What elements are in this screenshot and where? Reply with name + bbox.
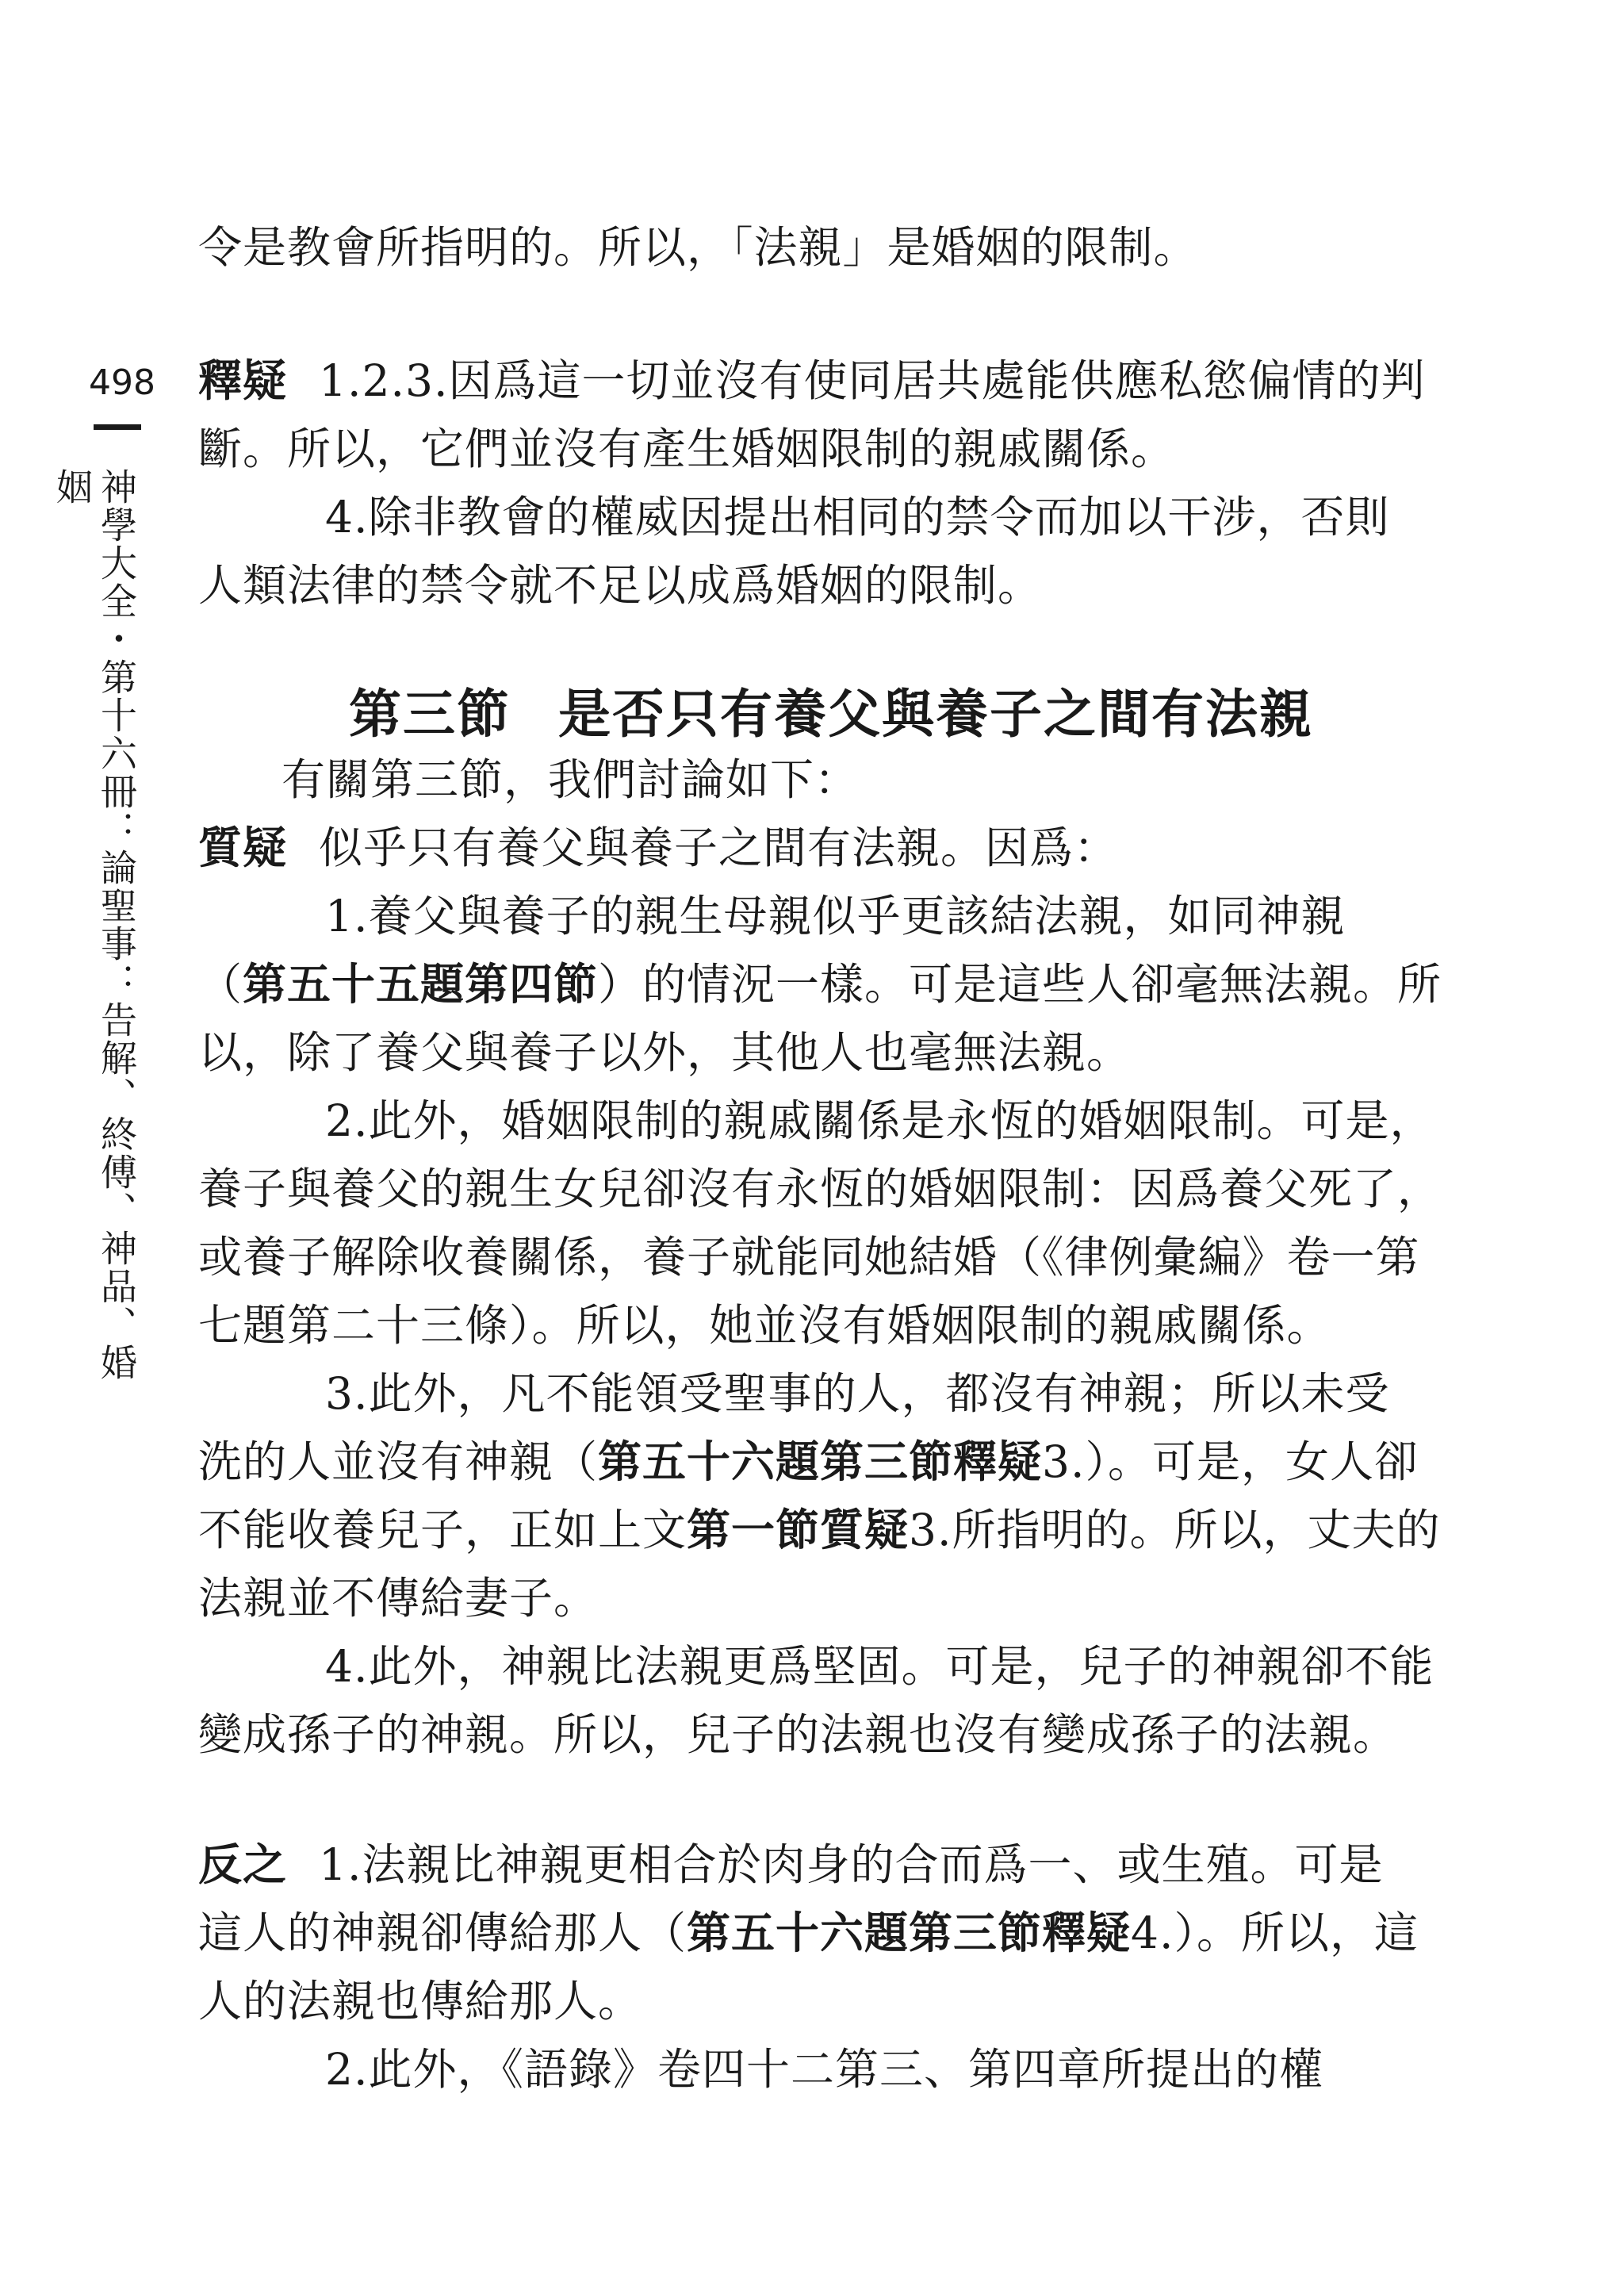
section-heading bbox=[349, 678, 1313, 750]
reply-line-3: 4.除非教會的權威因提出相同的禁令而加以干涉，否則 bbox=[325, 492, 1390, 543]
objection-label: 質疑 bbox=[198, 822, 288, 873]
contrary-label: 反之 bbox=[198, 1839, 288, 1890]
contrary-2-line-a: 2.此外，《語錄》卷四十二第三、第四章所提出的權 bbox=[325, 2044, 1323, 2095]
objection-3-line-a: 3.此外，凡不能領受聖事的人，都沒有神親；所以未受 bbox=[325, 1368, 1390, 1419]
contrary-line-a bbox=[198, 1837, 1384, 1892]
cross-reference: 第五十五題第四節 bbox=[243, 959, 599, 1010]
contrary-b-post: 4.）。所以，這 bbox=[1131, 1908, 1419, 1958]
objection-2-line-a: 2.此外，婚姻限制的親戚關係是永恆的婚姻限制。可是， bbox=[325, 1095, 1434, 1146]
section-intro: 有關第三節，我們討論如下： bbox=[282, 754, 860, 805]
objection-3-c-pre: 不能收養兒子，正如上文 bbox=[198, 1505, 688, 1555]
objection-3-b-post: 3.）。可是，女人卻 bbox=[1042, 1436, 1419, 1487]
objection-1-line-c: 以，除了養父與養子以外，其他人也毫無法親。 bbox=[198, 1027, 1132, 1078]
reply-line-4: 人類法律的禁令就不足以成爲婚姻的限制。 bbox=[198, 560, 1043, 611]
objection-2-line-d: 七題第二十三條）。所以，她並沒有婚姻限制的親戚關係。 bbox=[198, 1300, 1331, 1351]
contrary-line-b bbox=[198, 1905, 1419, 1961]
objection-1-rest: ）的情況一樣。可是這些人卻毫無法親。所 bbox=[598, 959, 1442, 1010]
objection-3-line-b bbox=[198, 1434, 1419, 1490]
cross-reference: 第一節質疑 bbox=[687, 1505, 910, 1555]
reply-line-1 bbox=[198, 353, 1426, 408]
section-number: 第三節 bbox=[349, 683, 511, 745]
reply-text-1: 1.2.3.因爲這一切並沒有使同居共處能供應私慾偏情的判 bbox=[319, 355, 1426, 406]
objection-3-line-c bbox=[198, 1502, 1441, 1558]
cross-reference: 第五十六題第三節釋疑 bbox=[598, 1436, 1043, 1487]
reply-line-2: 斷。所以，它們並沒有產生婚姻限制的親戚關係。 bbox=[198, 424, 1176, 474]
objection-2-line-c: 或養子解除收養關係，養子就能同她結婚（《律例彙編》卷一第 bbox=[198, 1232, 1420, 1283]
paren-open: （ bbox=[198, 959, 243, 1010]
objection-4-line-a: 4.此外，神親比法親更爲堅固。可是，兒子的神親卻不能 bbox=[325, 1641, 1434, 1692]
contrary-text-1: 1.法親比神親更相合於肉身的合而爲一、或生殖。可是 bbox=[319, 1839, 1384, 1890]
cross-reference: 第五十六題第三節釋疑 bbox=[687, 1908, 1132, 1958]
section-title: 是否只有養父與養子之間有法親 bbox=[558, 683, 1313, 745]
objection-1-line-a: 1.養父與養子的親生母親似乎更該結法親，如同神親 bbox=[325, 891, 1346, 941]
page-number-rule bbox=[94, 424, 141, 430]
objection-3-b-pre: 洗的人並沒有神親（ bbox=[198, 1436, 599, 1487]
objection-2-line-b: 養子與養父的親生女兒卻沒有永恆的婚姻限制：因爲養父死了， bbox=[198, 1164, 1442, 1214]
objection-3-c-post: 3.所指明的。所以，丈夫的 bbox=[909, 1505, 1441, 1555]
objection-4-line-b: 變成孫子的神親。所以，兒子的法親也沒有變成孫子的法親。 bbox=[198, 1709, 1398, 1760]
objection-1-line-b bbox=[198, 957, 1442, 1012]
page-number: 498 bbox=[89, 362, 155, 403]
reply-label: 釋疑 bbox=[198, 355, 288, 406]
objection-line-0 bbox=[198, 820, 1324, 876]
running-title: 神學大全・第十六冊：論聖事：告解、終傅、神品、婚姻 bbox=[51, 468, 138, 1382]
contrary-line-c: 人的法親也傳給那人。 bbox=[198, 1976, 643, 2027]
top-line: 令是教會所指明的。所以，「法親」是婚姻的限制。 bbox=[198, 222, 1198, 273]
objection-3-line-d: 法親並不傳給妻子。 bbox=[198, 1573, 599, 1624]
contrary-b-pre: 這人的神親卻傳給那人（ bbox=[198, 1908, 688, 1958]
objection-text-0: 似乎只有養父與養子之間有法親。因爲： bbox=[319, 822, 1119, 873]
